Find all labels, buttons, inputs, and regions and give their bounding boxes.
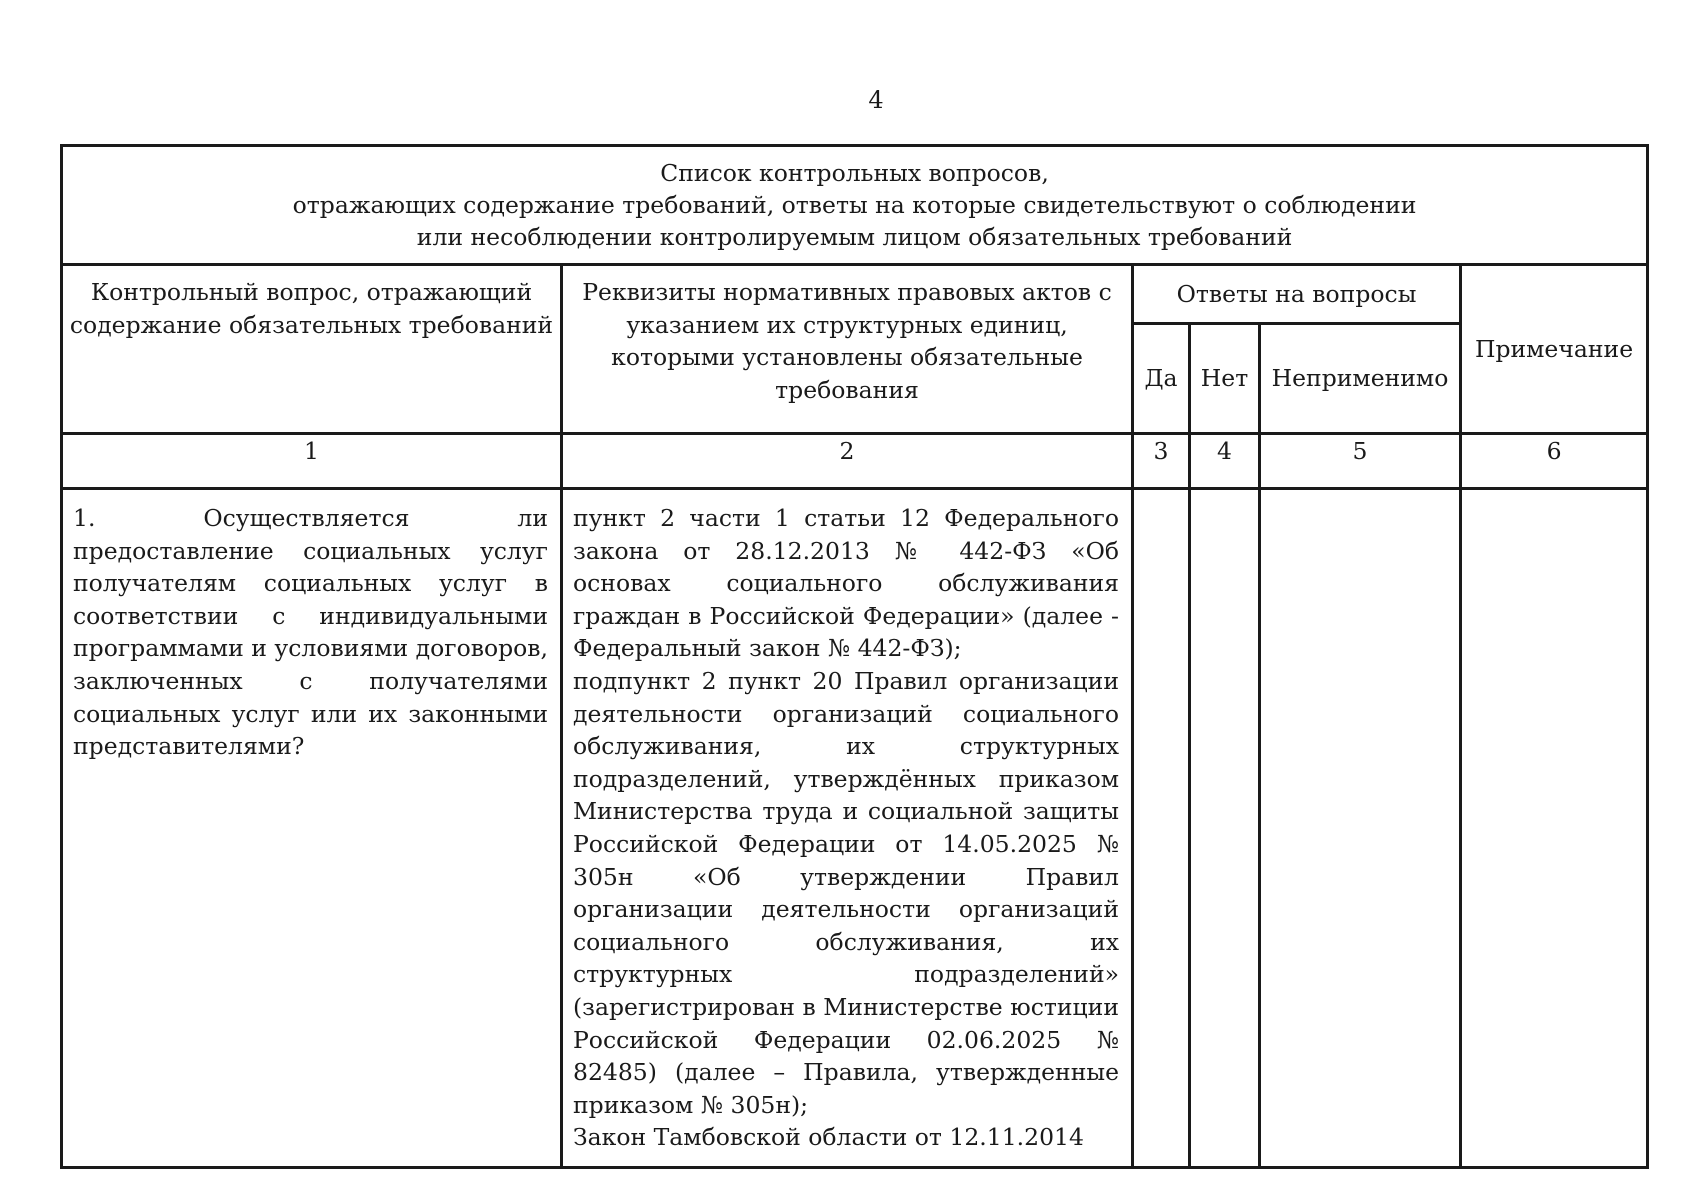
requisite-item: подпункт 2 пункт 20 Правил организации деятельности организаций социального обслуживания, их структурных подразделений, утверждённых приказом Министерства труда и социальной защиты Российской Федерации от 14.05.2025 № 305н «Об утверждении Правил организации деятельности организаций социального обслуживания, их структурных подразделений» (зарегистрирован в Министерстве юстиции Российской Федерации 02.06.2025 № 82485) (далее – Правила, утвержденные приказом № 305н); <box>573 666 1119 1119</box>
title-line: или несоблюдении контролируемым лицом обязательных требований <box>416 223 1293 251</box>
header-note: Примечание <box>1461 265 1648 434</box>
column-number: 2 <box>562 434 1133 489</box>
header-question: Контрольный вопрос, отражающий содержание обязательных требований <box>62 265 562 434</box>
title-line: отражающих содержание требований, ответы на которые свидетельствуют о соблюдении <box>292 191 1417 219</box>
table-row <box>62 489 1648 1168</box>
note-cell[interactable] <box>1461 489 1648 1168</box>
header-yes: Да <box>1133 324 1190 434</box>
page-number: 4 <box>868 86 884 114</box>
header-requisites: Реквизиты нормативных правовых актов с указанием их структурных единиц, которыми установлены обязательные требования <box>562 265 1133 434</box>
column-number: 5 <box>1260 434 1461 489</box>
title-line: Список контрольных вопросов, <box>660 159 1049 187</box>
table-title <box>62 146 1648 265</box>
header-not-applicable: Неприменимо <box>1260 324 1461 434</box>
column-number: 1 <box>62 434 562 489</box>
column-number: 6 <box>1461 434 1648 489</box>
column-number: 4 <box>1190 434 1260 489</box>
requisites-cell <box>562 489 1133 1168</box>
question-cell <box>62 489 562 1168</box>
requisites-text <box>563 490 1131 1154</box>
answer-no-cell[interactable] <box>1190 489 1260 1168</box>
header-answers: Ответы на вопросы <box>1133 265 1461 324</box>
header-no: Нет <box>1190 324 1260 434</box>
column-number-row <box>62 434 1648 489</box>
answer-yes-cell[interactable] <box>1133 489 1190 1168</box>
question-text: 1. Осуществляется ли предоставление социальных услуг получателям социальных услуг в соответствии с индивидуальными программами и условиями договоров, заключенных с получателями социальных услуг или их законными представителями? <box>73 504 548 761</box>
requisite-item: пункт 2 части 1 статьи 12 Федерального закона от 28.12.2013 № 442-ФЗ «Об основах социального обслуживания граждан в Российской Федерации» (далее - Федеральный закон № 442-ФЗ); <box>573 504 1119 663</box>
column-number: 3 <box>1133 434 1190 489</box>
checklist-table <box>60 144 1649 1169</box>
header-row <box>62 265 1648 324</box>
requisite-item: Закон Тамбовской области от 12.11.2014 <box>573 1123 1084 1152</box>
title-row <box>62 146 1648 265</box>
answer-not-applicable-cell[interactable] <box>1260 489 1461 1168</box>
